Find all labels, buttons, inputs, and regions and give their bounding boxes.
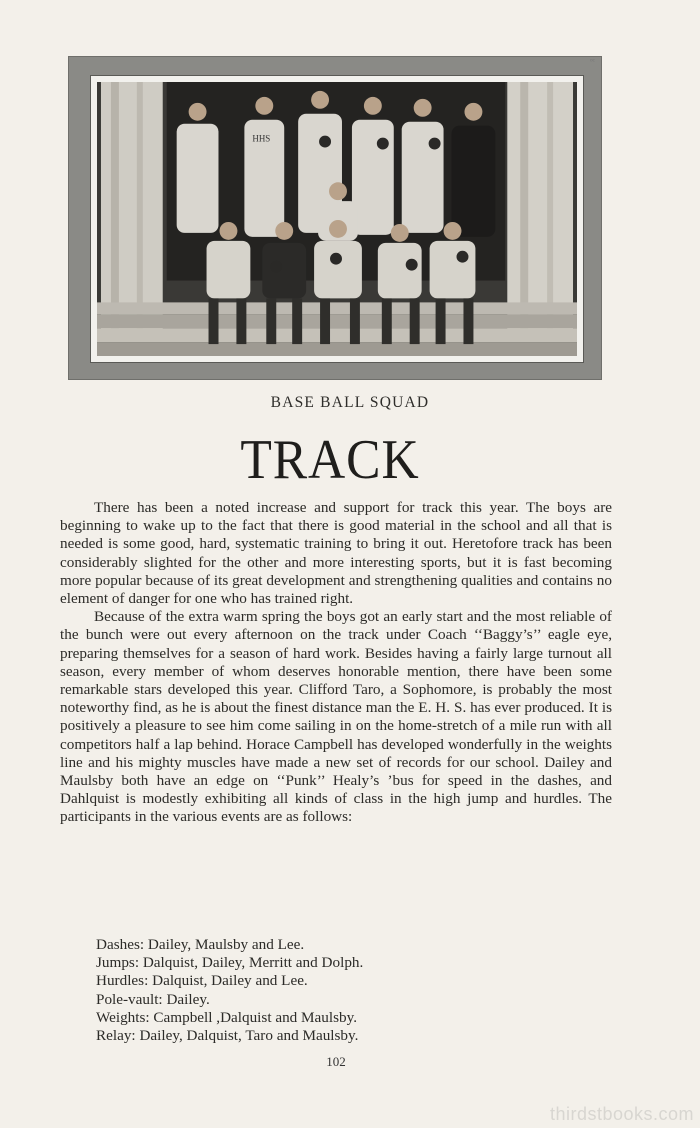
team-photograph xyxy=(97,82,577,356)
event-row xyxy=(96,972,363,990)
event-name: Relay: xyxy=(96,1027,136,1045)
event-list xyxy=(96,936,363,1045)
event-name: Jumps: xyxy=(96,954,140,972)
event-name: Hurdles: xyxy=(96,972,149,990)
photo-caption: BASE BALL SQUAD xyxy=(270,394,430,411)
photo-frame xyxy=(90,75,584,363)
event-athletes: Campbell ,Dalquist and Maulsby. xyxy=(153,1008,358,1026)
jersey-lettering: HHS xyxy=(252,133,271,144)
event-row xyxy=(96,936,363,954)
event-row xyxy=(96,1027,363,1045)
page-number: 102 xyxy=(326,1054,346,1069)
watermark: thirdstbooks.com xyxy=(549,1104,694,1124)
event-athletes: Dailey. xyxy=(166,990,210,1008)
event-row xyxy=(96,954,363,972)
event-name: Weights: xyxy=(96,1008,150,1026)
event-row xyxy=(96,1009,363,1027)
event-athletes: Dailey, Maulsby and Lee. xyxy=(147,936,305,953)
photo-mount xyxy=(68,56,602,380)
page-title: TRACK xyxy=(240,429,420,491)
article-body xyxy=(60,499,612,827)
event-row xyxy=(96,991,363,1009)
event-name: Pole-vault: xyxy=(96,990,163,1008)
event-name: Dashes: xyxy=(96,936,145,953)
event-athletes: Dalquist, Dailey, Merritt and Dolph. xyxy=(142,954,364,972)
event-athletes: Dailey, Dalquist, Taro and Maulsby. xyxy=(139,1027,359,1045)
event-athletes: Dalquist, Dailey and Lee. xyxy=(152,972,308,990)
team-photo-image xyxy=(97,82,577,356)
paragraph: There has been a noted increase and support for track this year. The boys are beginning to wake up to the fact that there is good material in the school and all that is needed is some good, hard, systematic training to bring it out. Heretofore track has been considerably slighted for the other and more interesting sports, but it is fast becoming more popular because of its great development and strengthening qualities and contains no element of danger for one who has trained right. xyxy=(60,499,612,608)
paragraph: Because of the extra warm spring the boys got an early start and the most reliable of the bunch were out every afternoon on the track under Coach ‘‘Baggy’s’’ eagle eye, preparing themselves for a season of hard work. Besides having a fairly large turnout all season, every member of whom deserves honorable mention, there have been some remarkable stars developed this year. Clifford Taro, a Sophomore, is probably the most noteworthy find, as he is about the finest distance man the E. H. S. has ever produced. It is positively a pleasure to see him come sailing in on the home-stretch of a mile run with all competitors half a lap behind. Horace Campbell has developed wonderfully in the weights line and his mighty muscles have made a new set of records for our school. Dailey and Maulsby both have an edge on ‘‘Punk’’ Healy’s ’bus for speed in the dashes, and Dahlquist is modestly exhibiting all kinds of class in the high jump and hurdles. The participants in the various events are as follows: xyxy=(60,608,612,826)
mount-mark: ᵒᶜ xyxy=(590,56,595,66)
